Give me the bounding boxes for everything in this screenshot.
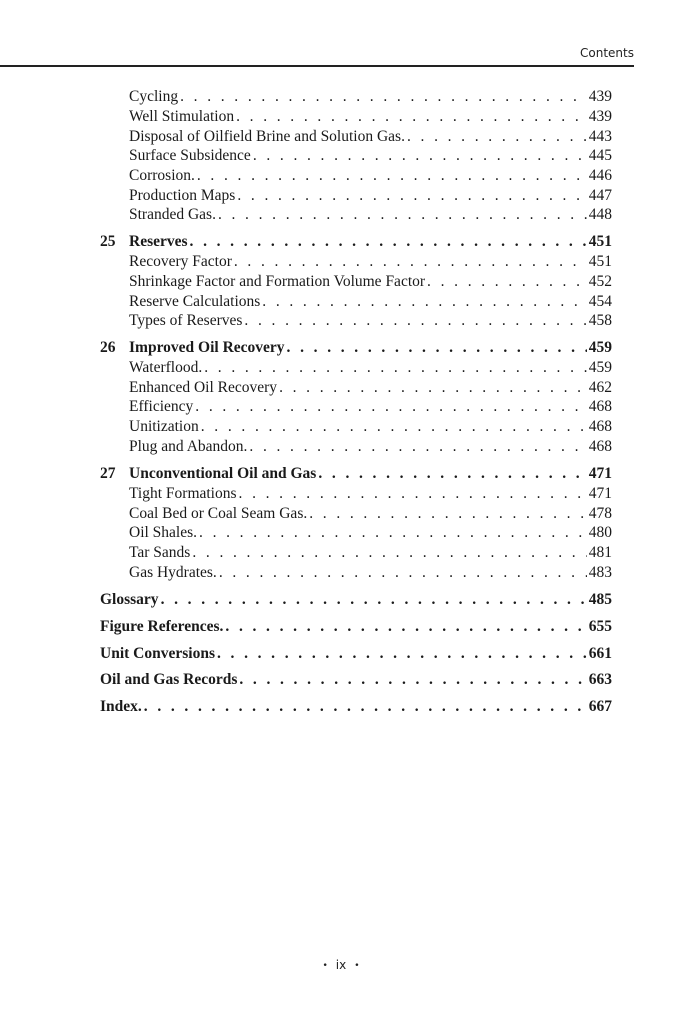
toc-entry-title: Gas Hydrates. [129, 564, 217, 581]
folio-bullet-left: • [322, 960, 328, 971]
toc-backmatter-oil-gas-records[interactable] [100, 671, 612, 693]
toc-entry-title: Well Stimulation [129, 108, 235, 125]
dot-leader [427, 273, 587, 291]
toc-chapter-25[interactable] [100, 233, 612, 255]
toc-entry-recovery-factor[interactable] [129, 253, 612, 275]
toc-entry-page: 452 [588, 273, 612, 290]
dot-leader [309, 505, 587, 523]
toc-entry-title: Reserve Calculations [129, 293, 261, 310]
dot-leader [144, 698, 587, 716]
toc-entry-plug-and-abandon[interactable] [129, 438, 612, 460]
toc-entry-page: 458 [588, 312, 612, 329]
toc-backmatter-unit-conversions[interactable] [100, 645, 612, 667]
toc-entry-title: Tight Formations [129, 485, 237, 502]
toc-entry-page: 468 [588, 438, 612, 455]
backmatter-title: Glossary [100, 591, 159, 608]
toc-entry-title: Enhanced Oil Recovery [129, 379, 278, 396]
toc-entry-title: Cycling [129, 88, 179, 105]
toc-entry-title: Oil Shales. [129, 524, 198, 541]
toc-entry-tight-formations[interactable] [129, 485, 612, 507]
toc-entry-tar-sands[interactable] [129, 544, 612, 566]
toc-entry-page: 439 [588, 88, 612, 105]
dot-leader [192, 544, 586, 562]
toc-entry-surface-subsidence[interactable] [129, 147, 612, 169]
toc-entry-title: Disposal of Oilfield Brine and Solution Gas. [129, 128, 405, 145]
backmatter-title: Oil and Gas Records [100, 671, 238, 688]
toc-entry-corrosion[interactable] [129, 167, 612, 189]
chapter-number: 27 [100, 465, 116, 482]
backmatter-page: 667 [588, 698, 612, 715]
dot-leader [318, 465, 586, 483]
folio-bullet-right: • [354, 960, 360, 971]
dot-leader [225, 618, 586, 636]
toc-entry-shrinkage-factor[interactable] [129, 273, 612, 295]
toc-entry-title: Shrinkage Factor and Formation Volume Factor [129, 273, 426, 290]
running-head [0, 0, 682, 66]
toc-entry-waterflood[interactable] [129, 359, 612, 381]
toc-entry-title: Types of Reserves [129, 312, 243, 329]
dot-leader [279, 379, 587, 397]
toc-entry-page: 471 [588, 485, 612, 502]
toc-entry-well-stimulation[interactable] [129, 108, 612, 130]
dot-leader [180, 88, 587, 106]
dot-leader [262, 293, 586, 311]
toc-entry-page: 462 [588, 379, 612, 396]
toc-entry-page: 468 [588, 418, 612, 435]
toc-entry-page: 480 [588, 524, 612, 541]
dot-leader [237, 187, 586, 205]
toc-entry-page: 448 [588, 206, 612, 223]
toc-entry-page: 446 [588, 167, 612, 184]
toc-entry-unitization[interactable] [129, 418, 612, 440]
toc-entry-title: Coal Bed or Coal Seam Gas. [129, 505, 308, 522]
chapter-title: Unconventional Oil and Gas [129, 465, 317, 482]
toc-entry-page: 443 [588, 128, 612, 145]
toc-entry-title: Tar Sands [129, 544, 191, 561]
toc-entry-title: Recovery Factor [129, 253, 232, 270]
chapter-number: 26 [100, 339, 116, 356]
backmatter-title: Unit Conversions [100, 645, 215, 662]
toc-entry-title: Stranded Gas. [129, 206, 216, 223]
toc-backmatter-index[interactable] [100, 698, 612, 720]
dot-leader [197, 167, 587, 185]
dot-leader [253, 147, 587, 165]
toc-chapter-26[interactable] [100, 339, 612, 361]
toc-entry-page: 447 [588, 187, 612, 204]
toc-entry-page: 445 [588, 147, 612, 164]
toc-entry-oil-shales[interactable] [129, 524, 612, 546]
toc-entry-types-of-reserves[interactable] [129, 312, 612, 334]
toc-entry-page: 468 [588, 398, 612, 415]
toc-backmatter-figure-references[interactable] [100, 618, 612, 640]
toc-chapter-27[interactable] [100, 465, 612, 487]
toc-entry-page: 481 [588, 544, 612, 561]
dot-leader [219, 564, 587, 582]
dot-leader [244, 312, 586, 330]
toc-entry-title: Plug and Abandon. [129, 438, 248, 455]
dot-leader [190, 233, 587, 251]
backmatter-page: 663 [588, 671, 612, 688]
toc-entry-stranded-gas[interactable] [129, 206, 612, 228]
page-folio [0, 958, 682, 972]
toc-entry-page: 439 [588, 108, 612, 125]
toc-entry-gas-hydrates[interactable] [129, 564, 612, 586]
chapter-page: 451 [588, 233, 612, 250]
chapter-number: 25 [100, 233, 116, 250]
toc-entry-page: 478 [588, 505, 612, 522]
running-head-label: Contents [580, 46, 634, 60]
toc-entry-title: Waterflood. [129, 359, 203, 376]
dot-leader [217, 645, 587, 663]
toc-entry-title: Production Maps [129, 187, 236, 204]
backmatter-title: Index. [100, 698, 142, 715]
dot-leader [407, 128, 587, 146]
dot-leader [195, 398, 586, 416]
chapter-title: Reserves [129, 233, 188, 250]
toc-entry-title: Surface Subsidence [129, 147, 251, 164]
dot-leader [287, 339, 587, 357]
dot-leader [204, 359, 587, 377]
dot-leader [236, 108, 587, 126]
folio-number: ix [335, 958, 347, 972]
dot-leader [161, 591, 587, 609]
toc-entry-page: 454 [588, 293, 612, 310]
toc-entry-page: 451 [588, 253, 612, 270]
toc-entry-title: Efficiency [129, 398, 194, 415]
toc-backmatter-glossary[interactable] [100, 591, 612, 613]
toc-entry-cycling[interactable] [129, 88, 612, 110]
chapter-page: 459 [588, 339, 612, 356]
backmatter-page: 655 [588, 618, 612, 635]
backmatter-page: 485 [588, 591, 612, 608]
toc-entry-page: 459 [588, 359, 612, 376]
dot-leader [199, 524, 587, 542]
toc-entry-efficiency[interactable] [129, 398, 612, 420]
dot-leader [239, 485, 587, 503]
header-rule [0, 65, 634, 67]
toc-entry-title: Unitization [129, 418, 199, 435]
chapter-title: Improved Oil Recovery [129, 339, 285, 356]
toc-entry-title: Corrosion. [129, 167, 195, 184]
backmatter-title: Figure References. [100, 618, 224, 635]
dot-leader [239, 671, 586, 689]
backmatter-page: 661 [588, 645, 612, 662]
dot-leader [218, 206, 587, 224]
toc-entry-page: 483 [588, 564, 612, 581]
chapter-page: 471 [588, 465, 612, 482]
dot-leader [234, 253, 587, 271]
dot-leader [201, 418, 587, 436]
dot-leader [249, 438, 586, 456]
